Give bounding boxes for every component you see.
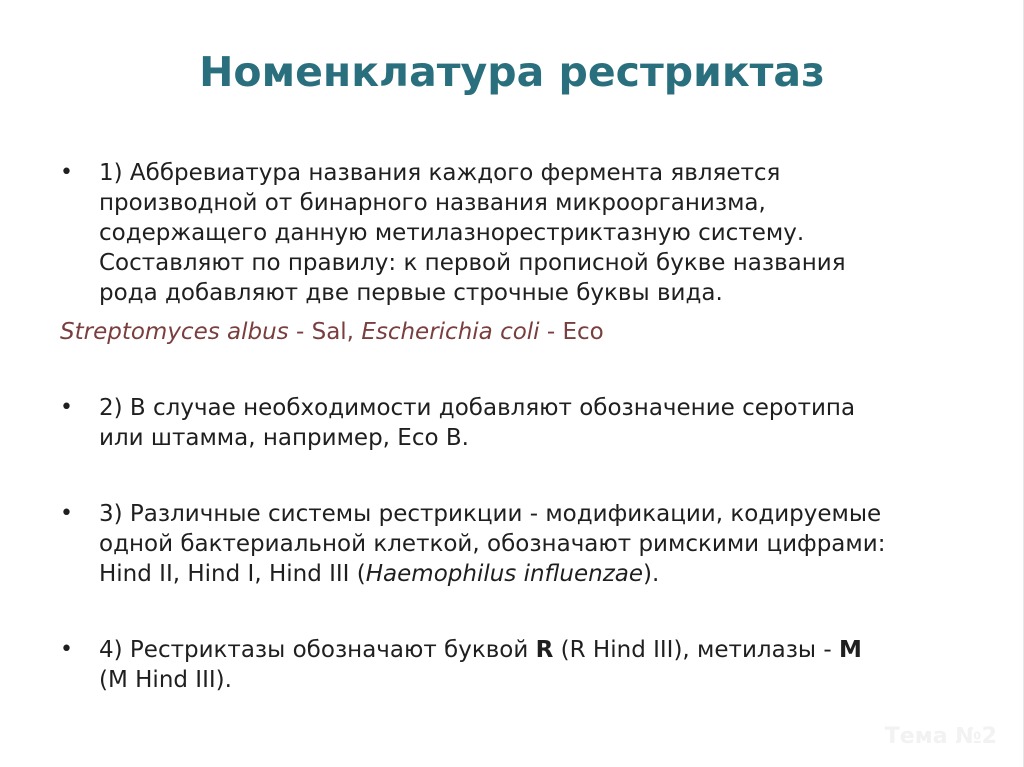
bullet-3-line-3-suffix: ). (643, 561, 660, 587)
bullet-4-line-2: (M Hind III). (99, 667, 232, 693)
bullet-4-line-1-prefix: 4) Рестриктазы обозначают буквой (99, 637, 536, 663)
bullet-4-bold-r: R (535, 637, 554, 663)
bullet-2-line-2: или штамма, например, Eco B. (99, 425, 469, 451)
bullet-item-2 (60, 393, 960, 453)
example-abbr-2: - Eco (539, 319, 604, 345)
bullet-dot: • (60, 501, 73, 526)
bullet-1-line-5: рода добавляют две первые строчные буквы вида. (99, 280, 723, 306)
example-species-2: Escherichia coli (361, 319, 540, 345)
bullet-3-species: Haemophilus influenzae (365, 561, 644, 587)
bullet-3-line-3 (99, 559, 960, 589)
example-line (60, 317, 960, 347)
bullet-dot: • (60, 160, 73, 185)
bullet-1-line-3: содержащего данную метилазнорестриктазную систему. (99, 220, 805, 246)
bullet-1-line-2: производной от бинарного названия микроорганизма, (99, 190, 766, 216)
bullet-4-line-1 (99, 635, 960, 665)
watermark: Тема №2 (884, 724, 997, 749)
bullet-dot: • (60, 637, 73, 662)
bullet-1-line-4: Составляют по правилу: к первой прописной букве названия (99, 250, 846, 276)
bullet-item-1 (60, 158, 960, 308)
bullet-item-3 (60, 499, 960, 589)
bullet-1-line-1: 1) Аббревиатура названия каждого фермента является (99, 160, 781, 186)
example-abbr-1: - Sal, (288, 319, 362, 345)
bullet-3-line-3-prefix: Hind II, Hind I, Hind III ( (99, 561, 366, 587)
bullet-4-bold-m: M (839, 637, 862, 663)
bullet-3-line-1: 3) Различные системы рестрикции - модификации, кодируемые (99, 501, 882, 527)
bullet-dot: • (60, 395, 73, 420)
bullet-item-4 (60, 635, 960, 695)
example-species-1: Streptomyces albus (60, 319, 289, 345)
bullet-4-line-1-middle: (R Hind III), метилазы - (553, 637, 840, 663)
slide-content (60, 158, 960, 695)
bullet-2-line-1: 2) В случае необходимости добавляют обозначение серотипа (99, 395, 856, 421)
bullet-3-line-2: одной бактериальной клеткой, обозначают римскими цифрами: (99, 531, 886, 557)
slide-title: Номенклатура рестриктаз (199, 48, 825, 96)
